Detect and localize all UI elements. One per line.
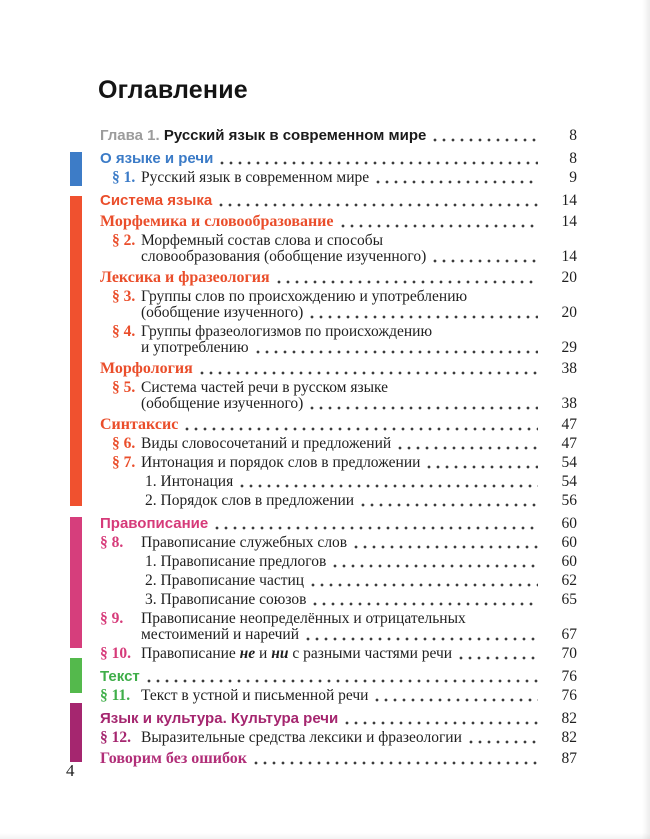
toc-numbered-item-row xyxy=(100,473,577,490)
dotted-leader xyxy=(354,545,538,549)
toc-paragraph-row xyxy=(100,610,577,627)
toc-entry-text: (обобщение изученного) xyxy=(141,304,304,321)
page-edge-shadow-right xyxy=(642,0,650,839)
page-number: 60 xyxy=(561,515,577,532)
page-number: 60 xyxy=(561,553,577,570)
page-number: 54 xyxy=(561,454,577,471)
toc-entry-text: Правописание неопределённых и отрицательных xyxy=(141,610,466,627)
toc-entry-text: Система языка xyxy=(100,192,213,209)
dotted-leader xyxy=(433,138,538,142)
toc-section-header-row xyxy=(100,668,577,685)
toc-section-header-row xyxy=(100,515,577,532)
page-number: 60 xyxy=(561,534,577,551)
section-color-bar-yazyk-i-kultura xyxy=(70,703,82,762)
page-number: 54 xyxy=(561,473,577,490)
toc-entry-text: Текст в устной и письменной речи xyxy=(141,687,369,704)
page-number: 8 xyxy=(569,150,577,167)
page-number: 8 xyxy=(569,127,577,144)
paragraph-number: § 12. xyxy=(100,729,131,746)
dotted-leader xyxy=(240,484,538,488)
page-edge-shadow-bottom xyxy=(0,833,650,839)
dotted-leader xyxy=(313,602,538,606)
toc-entry-text: Морфемика и словообразование xyxy=(100,213,334,230)
toc-entry-text: Правописание xyxy=(100,515,209,532)
page-number: 76 xyxy=(561,687,577,704)
toc-paragraph-row xyxy=(100,379,577,396)
toc-entry-text: 1. Интонация xyxy=(145,473,234,490)
page-number: 87 xyxy=(561,750,577,767)
page-number: 70 xyxy=(561,645,577,662)
dotted-leader xyxy=(341,224,539,228)
toc-numbered-item-row xyxy=(100,572,577,589)
paragraph-number: § 9. xyxy=(100,610,124,627)
toc-continuation-row xyxy=(100,304,577,321)
toc-paragraph-row xyxy=(100,454,577,471)
paragraph-number: § 2. xyxy=(112,232,136,249)
paragraph-number: § 1. xyxy=(112,169,136,186)
toc-numbered-item-row xyxy=(100,492,577,509)
toc-entry-text: (обобщение изученного) xyxy=(141,395,304,412)
dotted-leader xyxy=(433,259,538,263)
page-number: 20 xyxy=(561,269,577,286)
paragraph-number: § 7. xyxy=(112,454,136,471)
paragraph-number: § 4. xyxy=(112,323,136,340)
page-number: 47 xyxy=(561,435,577,452)
page-number: 14 xyxy=(561,248,577,265)
dotted-leader xyxy=(310,406,538,410)
toc-section-header-row xyxy=(100,192,577,209)
page-number: 47 xyxy=(561,416,577,433)
toc-entry-text: Группы слов по происхождению и употреблению xyxy=(141,288,468,305)
toc-paragraph-row xyxy=(100,687,577,704)
toc-entry-text: Морфология xyxy=(100,360,193,377)
toc-chapter-row xyxy=(100,127,577,144)
page-number: 14 xyxy=(561,192,577,209)
toc-entry-text: местоимений и наречий xyxy=(141,626,299,643)
dotted-leader xyxy=(427,465,538,469)
dotted-leader xyxy=(375,698,538,702)
page-number: 20 xyxy=(561,304,577,321)
toc-entry-text: Синтаксис xyxy=(100,416,179,433)
paragraph-number: § 6. xyxy=(112,435,136,452)
page-number: 14 xyxy=(561,213,577,230)
toc-entry-text: Правописание служебных слов xyxy=(141,534,348,551)
toc-paragraph-row xyxy=(100,645,577,662)
page-number: 38 xyxy=(561,395,577,412)
toc-entry-text: О языке и речи xyxy=(100,150,214,167)
dotted-leader xyxy=(219,203,538,207)
section-color-bar-pravopisanie xyxy=(70,517,82,648)
toc-entry-text: Морфемный состав слова и способы xyxy=(141,232,384,249)
page-number: 76 xyxy=(561,668,577,685)
toc-subsection-header-row xyxy=(100,416,577,433)
paragraph-number: § 3. xyxy=(112,288,136,305)
dotted-leader xyxy=(277,280,538,284)
dotted-leader xyxy=(185,427,538,431)
toc-paragraph-row xyxy=(100,288,577,305)
toc-paragraph-row xyxy=(100,435,577,452)
page-number: 67 xyxy=(561,626,577,643)
dotted-leader xyxy=(200,371,538,375)
toc-entry-text: Виды словосочетаний и предложений xyxy=(141,435,392,452)
section-color-bar-o-yazyke-i-rechi xyxy=(70,152,82,186)
dotted-leader xyxy=(469,740,538,744)
toc-section-header-row xyxy=(100,150,577,167)
paragraph-number: § 8. xyxy=(100,534,124,551)
page-number: 65 xyxy=(561,591,577,608)
dotted-leader xyxy=(333,564,538,568)
toc-entry-text: Правописание не и ни с разными частями речи xyxy=(141,645,453,662)
page-number: 82 xyxy=(561,710,577,727)
toc-numbered-item-row xyxy=(100,591,577,608)
dotted-leader xyxy=(310,315,538,319)
page-number: 29 xyxy=(561,339,577,356)
folio-page-number: 4 xyxy=(66,761,75,780)
toc-subsection-header-row xyxy=(100,269,577,286)
page-number: 9 xyxy=(569,169,577,186)
paragraph-number: § 10. xyxy=(100,645,131,662)
dotted-leader xyxy=(398,446,538,450)
paragraph-number: § 5. xyxy=(112,379,136,396)
toc-section-header-row xyxy=(100,710,577,727)
toc-subsection-header-row xyxy=(100,213,577,230)
toc-entry-text: Текст xyxy=(100,668,140,685)
dotted-leader xyxy=(345,721,538,725)
dotted-leader xyxy=(376,180,538,184)
toc-continuation-row xyxy=(100,395,577,412)
dotted-leader xyxy=(254,761,538,765)
section-color-bar-sistema-yazyka xyxy=(70,196,82,506)
toc-paragraph-row xyxy=(100,534,577,551)
toc-entry-text: Интонация и порядок слов в предложении xyxy=(141,454,421,471)
toc-paragraph-row xyxy=(100,323,577,340)
table-of-contents xyxy=(100,127,577,767)
paragraph-number: § 11. xyxy=(100,687,131,704)
toc-entry-text: 1. Правописание предлогов xyxy=(145,553,327,570)
toc-entry-text: Выразительные средства лексики и фразеологии xyxy=(141,729,462,746)
dotted-leader xyxy=(147,679,538,683)
page-number: 82 xyxy=(561,729,577,746)
toc-entry-text: Лексика и фразеология xyxy=(100,269,270,286)
toc-continuation-row xyxy=(100,248,577,265)
page-number: 38 xyxy=(561,360,577,377)
toc-entry-text: Русский язык в современном мире xyxy=(141,169,370,186)
toc-continuation-row xyxy=(100,339,577,356)
dotted-leader xyxy=(361,503,538,507)
toc-continuation-row xyxy=(100,626,577,643)
dotted-leader xyxy=(220,161,538,165)
toc-entry-text: словообразования (обобщение изученного) xyxy=(141,248,427,265)
toc-entry-text: 2. Правописание частиц xyxy=(145,572,305,589)
dotted-leader xyxy=(306,637,538,641)
toc-subsection-header-row xyxy=(100,360,577,377)
toc-paragraph-row xyxy=(100,232,577,249)
toc-entry-text: Глава 1. Русский язык в современном мире xyxy=(100,127,427,144)
toc-subsection-header-row xyxy=(100,750,577,767)
toc-entry-text: Говорим без ошибок xyxy=(100,750,247,767)
toc-paragraph-row xyxy=(100,729,577,746)
toc-entry-text: 2. Порядок слов в предложении xyxy=(145,492,355,509)
dotted-leader xyxy=(459,656,538,660)
page-title: Оглавление xyxy=(98,76,248,104)
toc-entry-text: 3. Правописание союзов xyxy=(145,591,307,608)
toc-entry-text: и употреблению xyxy=(141,339,249,356)
page-number: 56 xyxy=(561,492,577,509)
toc-paragraph-row xyxy=(100,169,577,186)
toc-numbered-item-row xyxy=(100,553,577,570)
dotted-leader xyxy=(311,583,538,587)
dotted-leader xyxy=(215,526,538,530)
section-color-bar-tekst xyxy=(70,658,82,693)
toc-entry-text: Система частей речи в русском языке xyxy=(141,379,389,396)
dotted-leader xyxy=(256,350,538,354)
toc-entry-text: Язык и культура. Культура речи xyxy=(100,710,339,727)
page-number: 62 xyxy=(561,572,577,589)
toc-entry-text: Группы фразеологизмов по происхождению xyxy=(141,323,433,340)
